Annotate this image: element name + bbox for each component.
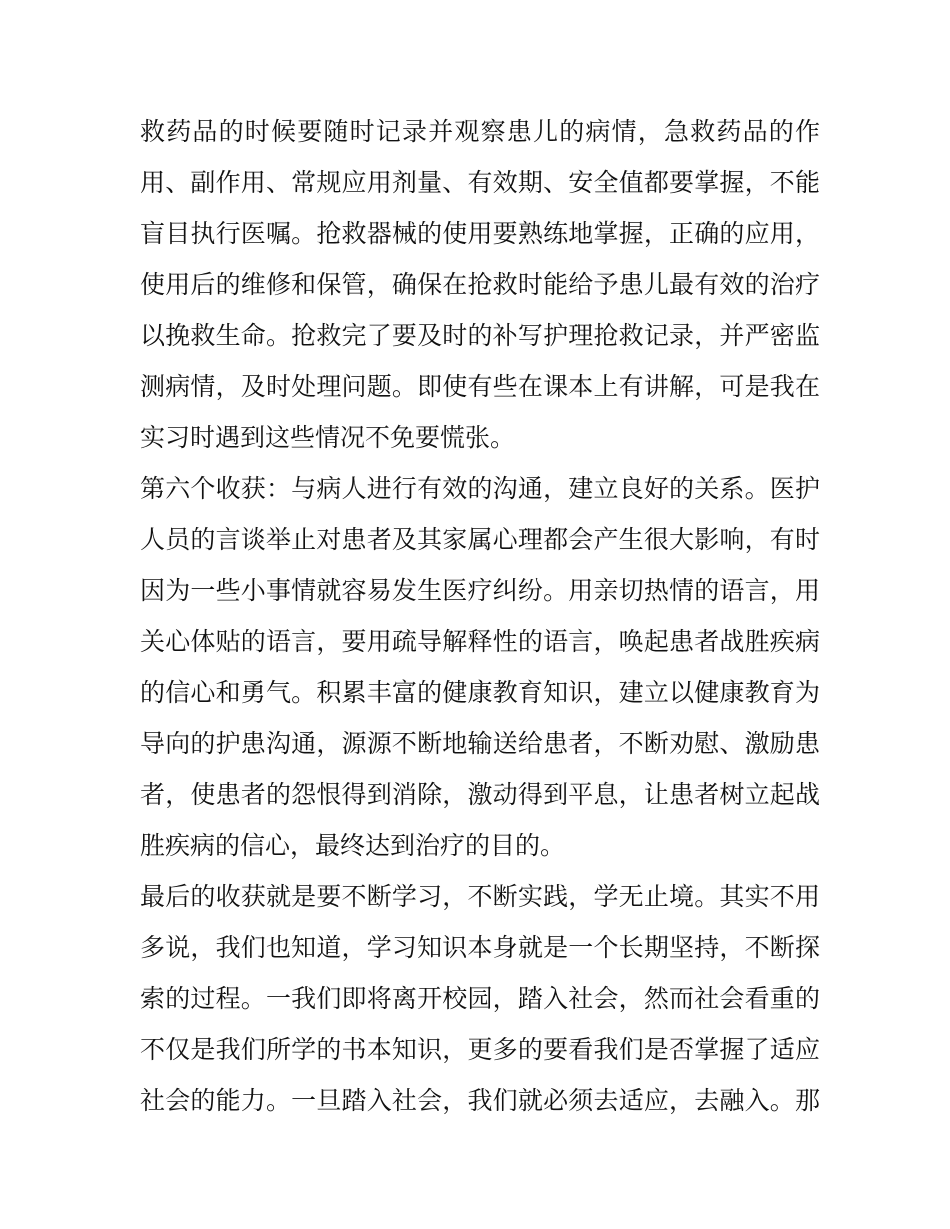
text-line: 救药品的时候要随时记录并观察患儿的病情，急救药品的作 bbox=[140, 117, 820, 146]
text-line: 因为一些小事情就容易发生医疗纠纷。用亲切热情的语言，用 bbox=[140, 576, 820, 605]
text-line: 胜疾病的信心，最终达到治疗的目的。 bbox=[140, 831, 566, 860]
paragraph-emergency-care bbox=[140, 106, 820, 463]
text-line: 索的过程。一我们即将离开校园，踏入社会，然而社会看重的 bbox=[140, 984, 820, 1013]
text-line: 测病情，及时处理问题。即使有些在课本上有讲解，可是我在 bbox=[140, 372, 820, 401]
text-line: 者，使患者的怨恨得到消除，激动得到平息，让患者树立起战 bbox=[140, 780, 820, 809]
text-line: 以挽救生命。抢救完了要及时的补写护理抢救记录，并严密监 bbox=[140, 321, 820, 350]
text-line: 最后的收获就是要不断学习，不断实践，学无止境。其实不用 bbox=[140, 882, 820, 911]
text-line: 盲目执行医嘱。抢救器械的使用要熟练地掌握，正确的应用， bbox=[140, 219, 820, 248]
text-line: 不仅是我们所学的书本知识，更多的要看我们是否掌握了适应 bbox=[140, 1035, 820, 1064]
text-line: 用、副作用、常规应用剂量、有效期、安全值都要掌握，不能 bbox=[140, 168, 820, 197]
text-line: 社会的能力。一旦踏入社会，我们就必须去适应，去融入。那 bbox=[140, 1086, 820, 1115]
text-line: 关心体贴的语言，要用疏导解释性的语言，唤起患者战胜疾病 bbox=[140, 627, 820, 656]
body-text bbox=[140, 106, 820, 1126]
paragraph-final-gain bbox=[140, 871, 820, 1126]
text-line: 第六个收获：与病人进行有效的沟通，建立良好的关系。医护 bbox=[140, 474, 820, 503]
text-line: 实习时遇到这些情况不免要慌张。 bbox=[140, 423, 516, 452]
text-line: 人员的言谈举止对患者及其家属心理都会产生很大影响，有时 bbox=[140, 525, 820, 554]
text-line: 使用后的维修和保管，确保在抢救时能给予患儿最有效的治疗 bbox=[140, 270, 820, 299]
paragraph-sixth-gain bbox=[140, 463, 820, 871]
text-line: 的信心和勇气。积累丰富的健康教育知识，建立以健康教育为 bbox=[140, 678, 820, 707]
text-line: 多说，我们也知道，学习知识本身就是一个长期坚持，不断探 bbox=[140, 933, 820, 962]
text-line: 导向的护患沟通，源源不断地输送给患者，不断劝慰、激励患 bbox=[140, 729, 820, 758]
